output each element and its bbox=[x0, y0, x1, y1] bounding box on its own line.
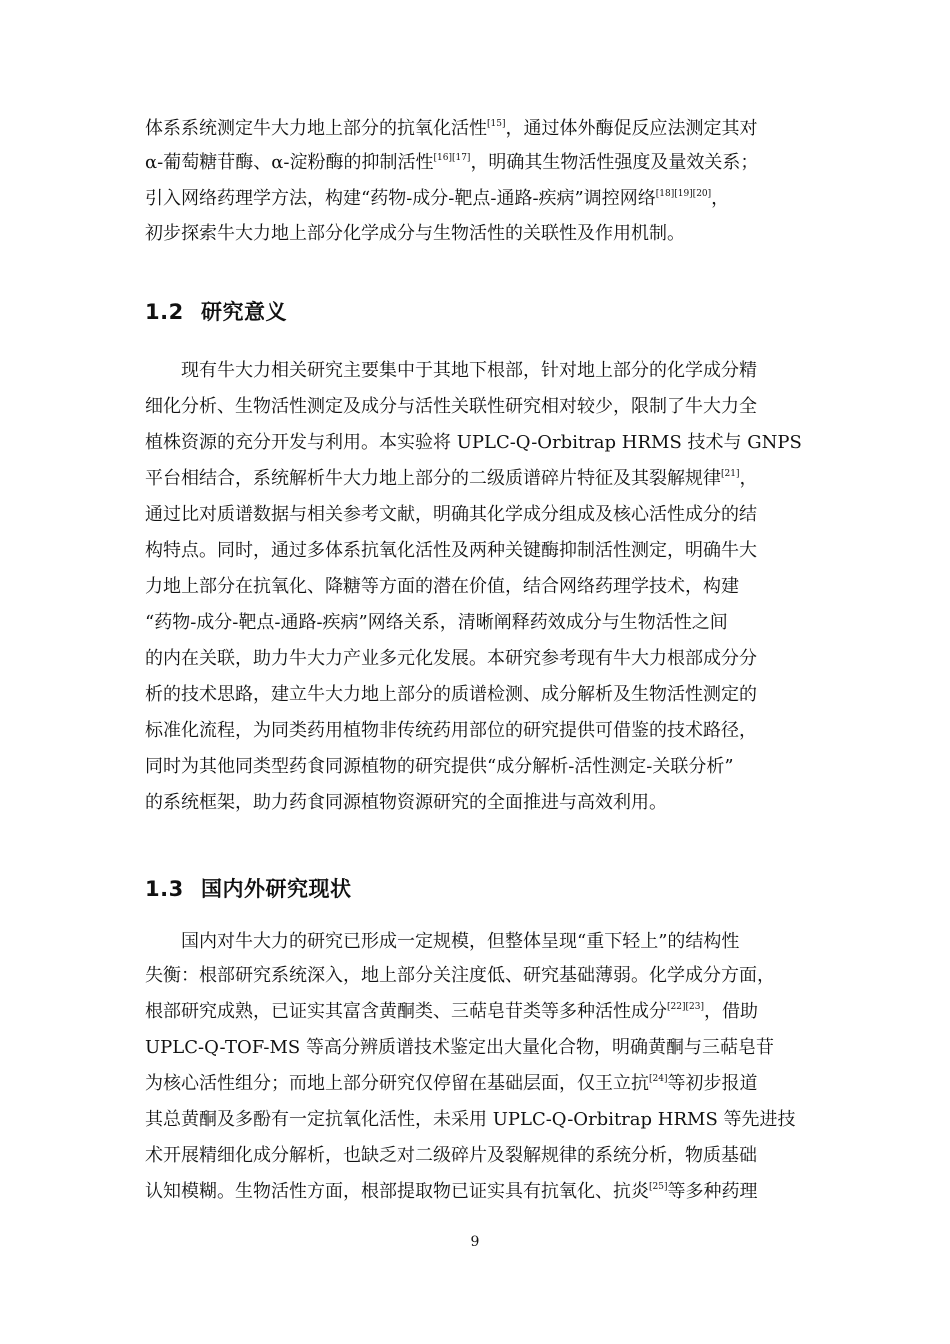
citation: [18][19][20] bbox=[655, 189, 712, 199]
section-title: 研究意义 bbox=[201, 300, 287, 324]
section-heading-1-2 bbox=[145, 297, 287, 327]
paragraph-line: 标准化流程，为同类药用植物非传统药用部位的研究提供可借鉴的技术路径， bbox=[145, 720, 757, 741]
paragraph-line: 国内对牛大力的研究已形成一定规模，但整体呈现“重下轻上”的结构性 bbox=[181, 931, 740, 952]
paragraph-line: 的系统框架，助力药食同源植物资源研究的全面推进与高效利用。 bbox=[145, 792, 667, 813]
paragraph-line: 细化分析、生物活性测定及成分与活性关联性研究相对较少，限制了牛大力全 bbox=[145, 396, 757, 417]
citation: [25] bbox=[649, 1182, 668, 1192]
citation: [16][17] bbox=[433, 153, 471, 163]
citation: [15] bbox=[487, 119, 506, 129]
section-number: 1.3 bbox=[145, 877, 184, 901]
paragraph-line: 现有牛大力相关研究主要集中于其地下根部，针对地上部分的化学成分精 bbox=[181, 360, 757, 381]
paragraph-line: UPLC-Q-TOF-MS 等高分辨质谱技术鉴定出大量化合物，明确黄酮与三萜皂苷 bbox=[145, 1037, 774, 1058]
paragraph-line: 其总黄酮及多酚有一定抗氧化活性，未采用 UPLC-Q-Orbitrap HRMS 等先进技 bbox=[145, 1109, 796, 1130]
page-number: 9 bbox=[470, 1234, 480, 1250]
paragraph-line: 析的技术思路，建立牛大力地上部分的质谱检测、成分解析及生物活性测定的 bbox=[145, 684, 757, 705]
paragraph-line: 体系系统测定牛大力地上部分的抗氧化活性[15]，通过体外酶促反应法测定其对 bbox=[145, 118, 758, 139]
paragraph-line: 为核心活性组分；而地上部分研究仅停留在基础层面，仅王立抗[24]等初步报道 bbox=[145, 1073, 758, 1094]
paragraph-line: 力地上部分在抗氧化、降糖等方面的潜在价值，结合网络药理学技术，构建 bbox=[145, 576, 739, 597]
citation: [21] bbox=[721, 469, 740, 479]
paragraph-line: 认知模糊。生物活性方面，根部提取物已证实具有抗氧化、抗炎[25]等多种药理 bbox=[145, 1181, 758, 1202]
paragraph-line: “药物-成分-靶点-通路-疾病”网络关系，清晰阐释药效成分与生物活性之间 bbox=[145, 612, 728, 633]
paragraph-line: 同时为其他同类型药食同源植物的研究提供“成分解析-活性测定-关联分析” bbox=[145, 756, 734, 777]
citation: [22][23] bbox=[667, 1002, 704, 1012]
paragraph-line: 根部研究成熟，已证实其富含黄酮类、三萜皂苷类等多种活性成分[22][23]，借助 bbox=[145, 1001, 758, 1022]
paragraph-line: 平台相结合，系统解析牛大力地上部分的二级质谱碎片特征及其裂解规律[21]， bbox=[145, 468, 758, 489]
section-heading-1-3 bbox=[145, 874, 352, 904]
paragraph-line: 构特点。同时，通过多体系抗氧化活性及两种关键酶抑制活性测定，明确牛大 bbox=[145, 540, 757, 561]
paragraph-line: 植株资源的充分开发与利用。本实验将 UPLC-Q-Orbitrap HRMS 技术与 GNPS bbox=[145, 432, 802, 453]
paragraph-line: 引入网络药理学方法，构建“药物-成分-靶点-通路-疾病”调控网络[18][19][20]， bbox=[145, 188, 730, 209]
paragraph-line: 术开展精细化成分解析，也缺乏对二级碎片及裂解规律的系统分析，物质基础 bbox=[145, 1145, 757, 1166]
paragraph-line: α-葡萄糖苷酶、α-淀粉酶的抑制活性[16][17]，明确其生物活性强度及量效关系； bbox=[145, 152, 759, 173]
section-number: 1.2 bbox=[145, 300, 184, 324]
citation: [24] bbox=[649, 1074, 668, 1084]
paragraph-line: 初步探索牛大力地上部分化学成分与生物活性的关联性及作用机制。 bbox=[145, 223, 685, 244]
paragraph-line: 的内在关联，助力牛大力产业多元化发展。本研究参考现有牛大力根部成分分 bbox=[145, 648, 757, 669]
paragraph-line: 失衡：根部研究系统深入，地上部分关注度低、研究基础薄弱。化学成分方面， bbox=[145, 965, 775, 986]
paragraph-line: 通过比对质谱数据与相关参考文献，明确其化学成分组成及核心活性成分的结 bbox=[145, 504, 757, 525]
section-title: 国内外研究现状 bbox=[201, 877, 352, 901]
